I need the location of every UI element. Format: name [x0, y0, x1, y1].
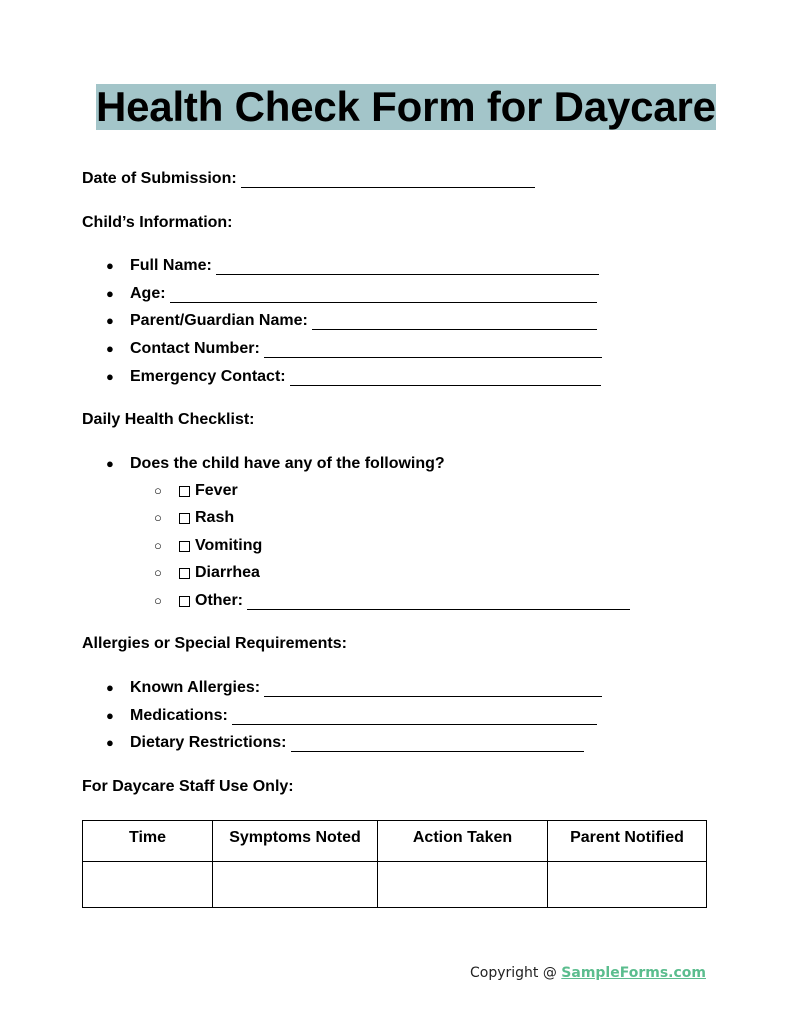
checkbox-icon[interactable] [179, 486, 190, 497]
other-blank[interactable] [247, 595, 630, 610]
date-field [82, 170, 535, 188]
guardian-field [130, 312, 597, 330]
header-action: Action Taken [378, 821, 548, 862]
circle-bullet-icon: ○ [154, 510, 162, 525]
field-label: Contact Number: [130, 340, 260, 357]
symptom-label: Diarrhea [195, 564, 260, 581]
child-heading: Child’s Information: [82, 214, 233, 231]
symptom-label: Fever [195, 482, 238, 499]
date-blank[interactable] [241, 173, 535, 188]
dietary-blank[interactable] [291, 737, 584, 752]
bullet-icon: ● [106, 286, 114, 301]
allergies-blank[interactable] [264, 682, 602, 697]
field-label: Parent/Guardian Name: [130, 312, 308, 329]
checkbox-icon[interactable] [179, 541, 190, 552]
staff-table [82, 820, 707, 908]
symptom-label: Other: [195, 592, 243, 609]
circle-bullet-icon: ○ [154, 538, 162, 553]
symptom-vomiting[interactable] [179, 537, 262, 555]
symptom-fever[interactable] [179, 482, 238, 500]
checkbox-icon[interactable] [179, 513, 190, 524]
table-cell[interactable] [548, 862, 707, 908]
field-label: Emergency Contact: [130, 368, 286, 385]
table-cell[interactable] [378, 862, 548, 908]
medications-field [130, 707, 597, 725]
checkbox-icon[interactable] [179, 596, 190, 607]
field-label: Known Allergies: [130, 679, 261, 696]
checklist-heading: Daily Health Checklist: [82, 411, 255, 428]
contact-blank[interactable] [264, 343, 602, 358]
table-row [83, 862, 707, 908]
circle-bullet-icon: ○ [154, 483, 162, 498]
bullet-icon: ● [106, 258, 114, 273]
contact-field [130, 340, 602, 358]
table-cell[interactable] [83, 862, 213, 908]
dietary-field [130, 734, 584, 752]
age-blank[interactable] [170, 288, 597, 303]
age-field [130, 285, 597, 303]
header-symptoms: Symptoms Noted [213, 821, 378, 862]
table-header-row [83, 821, 707, 862]
checkbox-icon[interactable] [179, 568, 190, 579]
field-label: Full Name: [130, 257, 212, 274]
footer-copyright [470, 965, 706, 981]
field-label: Dietary Restrictions: [130, 734, 287, 751]
checklist-question: Does the child have any of the following? [130, 455, 445, 472]
emergency-blank[interactable] [290, 371, 601, 386]
bullet-icon: ● [106, 313, 114, 328]
table-cell[interactable] [213, 862, 378, 908]
symptom-label: Rash [195, 509, 235, 526]
symptom-other[interactable] [179, 592, 630, 610]
guardian-blank[interactable] [312, 315, 597, 330]
bullet-icon: ● [106, 456, 114, 471]
page-title: Health Check Form for Daycare [96, 83, 716, 130]
allergies-heading: Allergies or Special Requirements: [82, 635, 347, 652]
bullet-icon: ● [106, 680, 114, 695]
emergency-field [130, 368, 601, 386]
bullet-icon: ● [106, 341, 114, 356]
full-name-blank[interactable] [216, 260, 599, 275]
copyright-text: Copyright @ [469, 965, 562, 981]
symptom-rash[interactable] [179, 509, 234, 527]
symptom-label: Vomiting [195, 537, 263, 554]
field-label: Age: [130, 285, 166, 302]
header-time: Time [83, 821, 213, 862]
known-allergies-field [130, 679, 602, 697]
sampleforms-link[interactable]: SampleForms.com [561, 965, 706, 981]
circle-bullet-icon: ○ [154, 593, 162, 608]
medications-blank[interactable] [232, 710, 597, 725]
date-label: Date of Submission: [82, 170, 237, 187]
circle-bullet-icon: ○ [154, 565, 162, 580]
field-label: Medications: [130, 707, 228, 724]
bullet-icon: ● [106, 708, 114, 723]
staff-heading: For Daycare Staff Use Only: [82, 778, 294, 795]
header-parent-notified: Parent Notified [548, 821, 707, 862]
bullet-icon: ● [106, 369, 114, 384]
bullet-icon: ● [106, 735, 114, 750]
full-name-field [130, 257, 599, 275]
symptom-diarrhea[interactable] [179, 564, 260, 582]
